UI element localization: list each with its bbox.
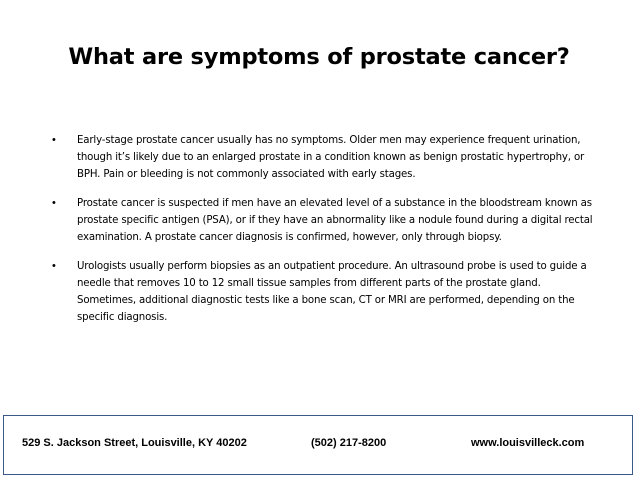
footer-phone: (502) 217-8200	[311, 437, 387, 449]
footer-address: 529 S. Jackson Street, Louisville, KY 40202	[22, 437, 247, 449]
bullet-text: Prostate cancer is suspected if men have an elevated level of a substance in the bloodstream known as prostate specific antigen (PSA), or if they have an abnormality like a nodule found during a digital rectal examination. A prostate cancer diagnosis is confirmed, however, only through biopsy.	[77, 198, 593, 243]
bullet-item	[0, 132, 638, 183]
footer-bar	[3, 415, 633, 475]
bullet-dot-icon: •	[52, 134, 56, 146]
bullet-text: Early-stage prostate cancer usually has no symptoms. Older men may experience frequent urination, though it’s likely due to an enlarged prostate in a condition known as benign prostatic hypertrophy, or BPH. Pain or bleeding is not commonly associated with early stages.	[77, 135, 585, 180]
slide-title: What are symptoms of prostate cancer?	[68, 44, 570, 70]
bullet-item	[0, 258, 638, 326]
bullet-list	[0, 132, 638, 338]
bullet-text: Urologists usually perform biopsies as an outpatient procedure. An ultrasound probe is used to guide a needle that removes 10 to 12 small tissue samples from different parts of the prostate gland. Sometimes, additional diagnostic tests like a bone scan, CT or MRI are performed, depending on the specific diagnosis.	[77, 261, 587, 323]
bullet-item	[0, 195, 638, 246]
bullet-dot-icon: •	[52, 260, 56, 272]
bullet-dot-icon: •	[52, 197, 56, 209]
footer-website-link[interactable]: www.louisvilleck.com	[471, 437, 585, 449]
